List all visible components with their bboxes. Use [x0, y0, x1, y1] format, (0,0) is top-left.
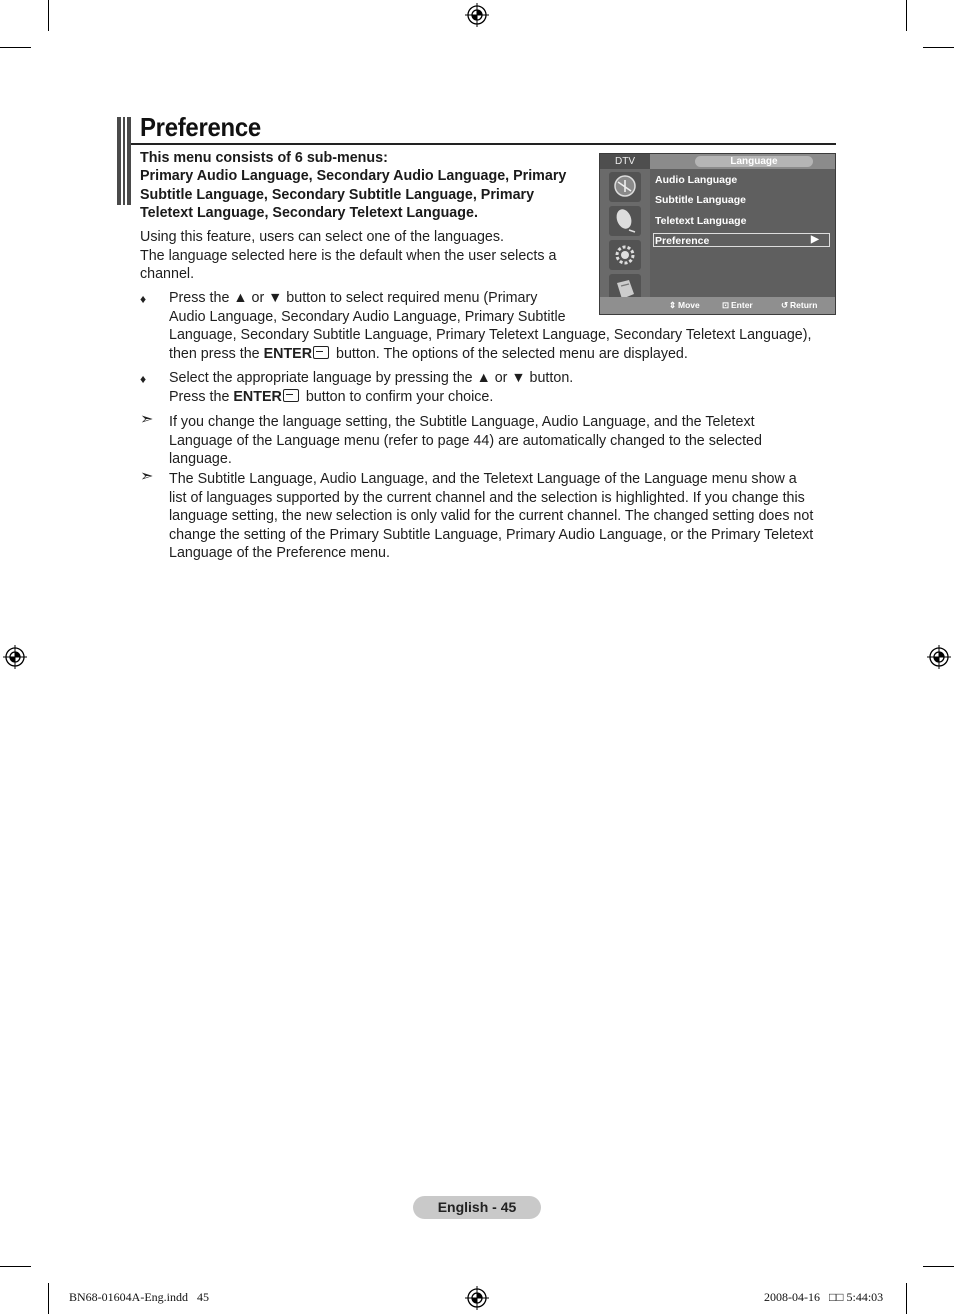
bullet-text: then press the	[169, 345, 264, 362]
bullet-item	[169, 369, 839, 406]
bullet-line: Audio Language, Secondary Audio Language, Primary Subtitle	[169, 308, 566, 325]
registration-mark-icon	[3, 645, 27, 669]
note-line: change the setting of the Primary Subtitle Language, Primary Audio Language, or the Primary Teletext	[169, 526, 814, 543]
satellite-dish-icon	[609, 172, 641, 202]
note-item	[169, 470, 839, 563]
crop-mark	[906, 0, 907, 31]
note-line: Language of the Preference menu.	[169, 545, 390, 562]
title-rule	[131, 143, 836, 145]
picture-icon	[609, 206, 641, 236]
bullet-marker: ♦	[140, 372, 147, 386]
bullet-text: Press the	[169, 388, 234, 405]
intro-bold-line: Teletext Language, Secondary Teletext Language.	[140, 204, 478, 221]
page-title: Preference	[140, 112, 261, 142]
note-line: Language of the Language menu (refer to page 44) are automatically changed to the selected	[169, 432, 762, 449]
tv-hint-bar	[600, 297, 835, 314]
tv-hint-return: Return	[790, 300, 818, 310]
tv-return-icon: ↺	[781, 300, 789, 310]
tv-menu-item[interactable]: Subtitle Language	[655, 194, 747, 206]
enter-icon	[283, 389, 299, 402]
note-line: If you change the language setting, the Subtitle Language, Audio Language, and the Teletext	[169, 414, 755, 430]
bullet-marker: ♦	[140, 292, 147, 306]
bullet-line: Select the appropriate language by pressing the ▲ or ▼ button.	[169, 370, 574, 386]
tv-hint-enter: Enter	[731, 300, 753, 310]
gear-icon	[609, 240, 641, 270]
bullet-line	[169, 388, 839, 407]
bullet-line: Language, Secondary Subtitle Language, Primary Teletext Language, Secondary Teletext Language),	[169, 327, 812, 344]
note-arrow-icon: ➣	[140, 411, 154, 428]
tv-source-label: DTV	[600, 154, 650, 169]
tv-enter-icon: ⊡	[722, 300, 730, 310]
registration-mark-icon	[927, 645, 951, 669]
crop-mark	[0, 1266, 31, 1267]
crop-mark	[923, 47, 954, 48]
intro-bold-line: Primary Audio Language, Secondary Audio Language, Primary	[140, 168, 567, 185]
tv-menu-item[interactable]: Teletext Language	[655, 215, 747, 227]
tv-menu-screenshot	[599, 153, 836, 315]
intro-bold	[140, 149, 590, 222]
tv-hint-move: Move	[678, 300, 700, 310]
note-line: list of languages supported by the current channel and the selection is highlighted. If you change this	[169, 489, 805, 506]
tv-menu-item-selected[interactable]: Preference	[655, 235, 710, 247]
bullet-line: Press the ▲ or ▼ button to select required menu (Primary	[169, 290, 538, 306]
intro-text-line: channel.	[140, 266, 195, 283]
crop-mark	[48, 0, 49, 31]
title-bars	[117, 117, 131, 205]
crop-mark	[0, 47, 31, 48]
tv-move-icon: ⇕	[669, 300, 677, 310]
page-number-badge: English - 45	[413, 1196, 541, 1219]
intro-text-line: Using this feature, users can select one of the languages.	[140, 229, 504, 245]
tv-menu-item[interactable]: Audio Language	[655, 174, 738, 186]
intro-bold-line: Subtitle Language, Secondary Subtitle Language, Primary	[140, 186, 535, 203]
enter-icon	[313, 346, 329, 359]
enter-key-label: ENTER	[263, 345, 313, 362]
crop-mark	[906, 1283, 907, 1314]
tv-arrow-right-icon: ▶	[811, 234, 819, 245]
enter-key-label: ENTER	[233, 388, 282, 405]
crop-mark	[48, 1283, 49, 1314]
intro-text-line: The language selected here is the default when the user selects a	[140, 247, 557, 264]
note-item	[169, 413, 839, 469]
intro-bold-line: This menu consists of 6 sub-menus:	[140, 150, 388, 166]
bullet-line	[169, 345, 839, 364]
tv-menu-tab: Language	[695, 156, 813, 167]
note-line: language setting, the new selection is only valid for the current channel. The changed setting does not	[169, 508, 814, 525]
note-line: language.	[169, 451, 232, 468]
bullet-text: button to confirm your choice.	[301, 388, 494, 405]
bullet-text: button. The options of the selected menu are displayed.	[332, 345, 688, 362]
crop-mark	[923, 1266, 954, 1267]
print-slug-left: BN68-01604A-Eng.indd 45	[69, 1290, 209, 1304]
tv-icon-column	[600, 169, 650, 307]
registration-mark-icon	[465, 3, 489, 27]
intro-text	[140, 228, 590, 284]
note-line: The Subtitle Language, Audio Language, and the Teletext Language of the Language menu show a	[169, 471, 797, 487]
print-slug-right: 2008-04-16 □□ 5:44:03	[764, 1290, 884, 1304]
note-arrow-icon: ➣	[140, 468, 154, 485]
registration-mark-icon	[465, 1286, 489, 1310]
